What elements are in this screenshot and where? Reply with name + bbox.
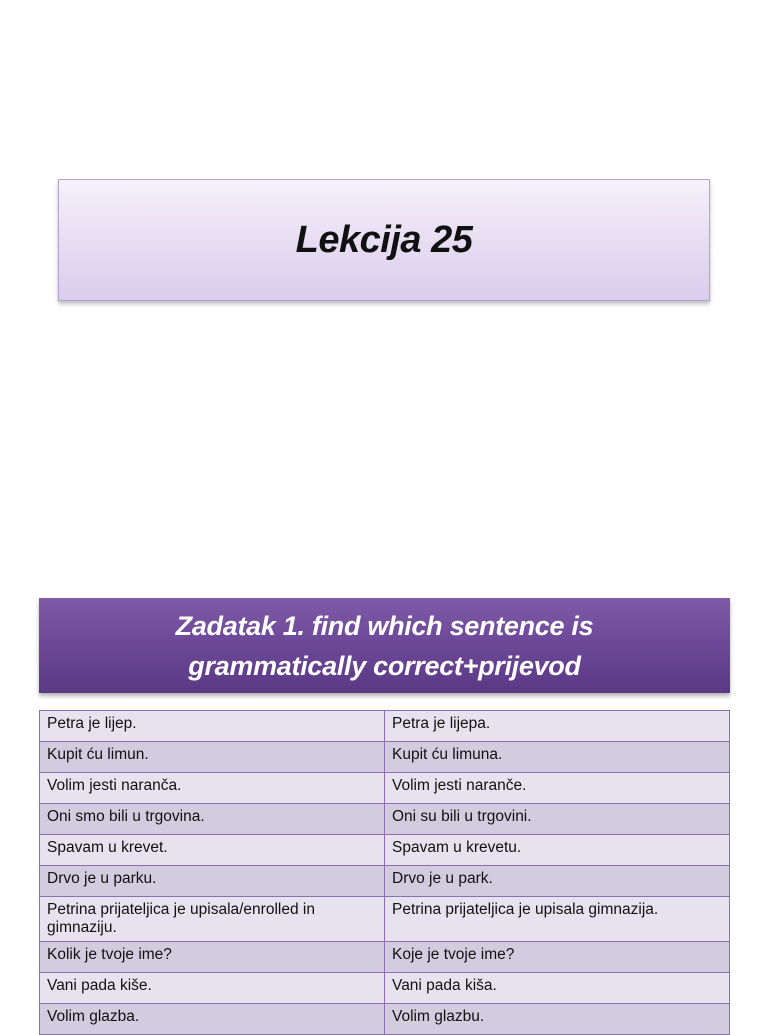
sentence-cell-right: Drvo je u park.	[385, 866, 730, 897]
lesson-title: Lekcija 25	[295, 218, 473, 261]
sentence-cell-left: Petra je lijep.	[40, 711, 385, 742]
table-row	[40, 773, 730, 804]
title-slide-box	[58, 179, 710, 301]
sentence-cell-left: Spavam u krevet.	[40, 835, 385, 866]
sentence-cell-right: Volim jesti naranče.	[385, 773, 730, 804]
sentence-cell-left: Petrina prijateljica je upisala/enrolled in gimnaziju.	[40, 897, 385, 942]
sentence-cell-right: Petra je lijepa.	[385, 711, 730, 742]
table-row	[40, 973, 730, 1004]
table-row	[40, 835, 730, 866]
task-title-line-2: grammatically correct+prijevod	[188, 650, 581, 681]
table-row	[40, 1004, 730, 1035]
sentence-cell-right: Petrina prijateljica je upisala gimnazija.	[385, 897, 730, 942]
sentence-cell-left: Volim glazba.	[40, 1004, 385, 1035]
sentence-cell-right: Kupit ću limuna.	[385, 742, 730, 773]
task-title-line-1: Zadatak 1. find which sentence is	[175, 610, 594, 641]
table-row	[40, 897, 730, 942]
sentence-cell-left: Vani pada kiše.	[40, 973, 385, 1004]
table-row	[40, 742, 730, 773]
sentence-cell-left: Volim jesti naranča.	[40, 773, 385, 804]
task-header	[39, 598, 730, 693]
table-row	[40, 711, 730, 742]
sentence-cell-right: Spavam u krevetu.	[385, 835, 730, 866]
table-row	[40, 942, 730, 973]
sentence-table	[39, 710, 730, 1035]
table-row	[40, 866, 730, 897]
sentence-cell-left: Oni smo bili u trgovina.	[40, 804, 385, 835]
table-row	[40, 804, 730, 835]
sentence-cell-right: Vani pada kiša.	[385, 973, 730, 1004]
sentence-cell-right: Oni su bili u trgovini.	[385, 804, 730, 835]
sentence-cell-right: Koje je tvoje ime?	[385, 942, 730, 973]
sentence-cell-left: Kupit ću limun.	[40, 742, 385, 773]
sentence-cell-left: Kolik je tvoje ime?	[40, 942, 385, 973]
sentence-cell-left: Drvo je u parku.	[40, 866, 385, 897]
sentence-cell-right: Volim glazbu.	[385, 1004, 730, 1035]
task-title	[176, 606, 594, 686]
